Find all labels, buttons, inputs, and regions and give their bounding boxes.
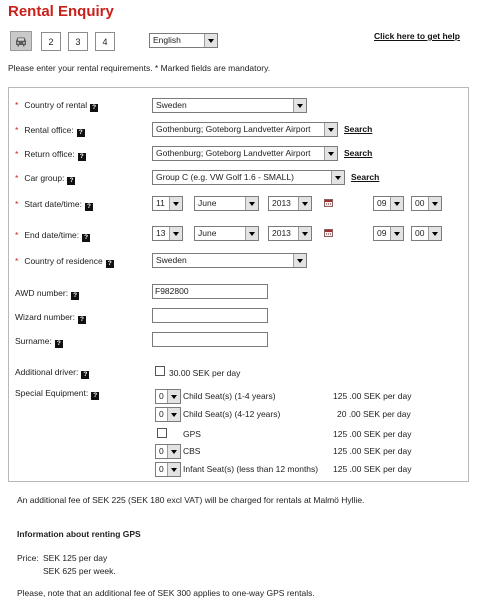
help-icon[interactable]: ? (67, 177, 75, 185)
help-icon[interactable]: ? (78, 153, 86, 161)
child-seat-4-12-price: 20 .00 SEK per day (337, 409, 411, 419)
car-group-select[interactable]: Group C (e.g. VW Golf 1.6 - SMALL) (152, 170, 345, 185)
chevron-down-icon (390, 227, 403, 240)
help-link[interactable]: Click here to get help (374, 31, 460, 41)
gps-price-day: SEK 125 per day (43, 553, 108, 563)
additional-driver-price: 30.00 SEK per day (169, 368, 241, 378)
return-office-label: * Return office: ? (15, 149, 86, 161)
rental-office-label: * Rental office: ? (15, 125, 85, 137)
infant-seat-name: Infant Seat(s) (less than 12 months) (183, 464, 319, 474)
gps-price: 125 .00 SEK per day (333, 429, 412, 439)
language-select[interactable]: English (149, 33, 218, 48)
help-icon[interactable]: ? (78, 316, 86, 324)
chevron-down-icon (169, 227, 182, 240)
start-day-select[interactable]: 11 (152, 196, 183, 211)
chevron-down-icon (428, 197, 441, 210)
gps-name: GPS (183, 429, 201, 439)
step-2-button[interactable]: 2 (41, 32, 61, 51)
step-3-button[interactable]: 3 (68, 32, 88, 51)
chevron-down-icon (167, 463, 180, 476)
start-month-select[interactable]: June (194, 196, 259, 211)
special-equipment-label: Special Equipment: ? (15, 388, 99, 400)
wizard-number-input[interactable] (152, 308, 268, 323)
intro-text: Please enter your rental requirements. * Marked fields are mandatory. (8, 63, 271, 73)
car-group-search-link[interactable]: Search (351, 172, 380, 182)
calendar-icon[interactable] (324, 229, 333, 237)
help-icon[interactable]: ? (82, 234, 90, 242)
country-of-rental-label: * Country of rental ? (15, 100, 98, 112)
chevron-down-icon (204, 34, 217, 47)
country-of-residence-select[interactable]: Sweden (152, 253, 307, 268)
help-icon[interactable]: ? (71, 292, 79, 300)
help-icon[interactable]: ? (106, 260, 114, 268)
step-1-car-button[interactable] (10, 31, 32, 51)
chevron-down-icon (245, 197, 258, 210)
start-hour-select[interactable]: 09 (373, 196, 404, 211)
cbs-qty-select[interactable]: 0 (155, 444, 181, 459)
chevron-down-icon (167, 445, 180, 458)
wizard-number-label: Wizard number: ? (15, 312, 86, 324)
car-icon (14, 36, 28, 47)
chevron-down-icon (167, 408, 180, 421)
help-icon[interactable]: ? (55, 340, 63, 348)
country-of-residence-label: * Country of residence ? (15, 256, 114, 268)
return-office-search-link[interactable]: Search (344, 148, 373, 158)
help-icon[interactable]: ? (91, 392, 99, 400)
child-seat-1-4-name: Child Seat(s) (1-4 years) (183, 391, 276, 401)
child-seat-4-12-qty-select[interactable]: 0 (155, 407, 181, 422)
additional-driver-label: Additional driver: ? (15, 367, 89, 379)
end-datetime-label: * End date/time: ? (15, 230, 90, 242)
rental-office-search-link[interactable]: Search (344, 124, 373, 134)
return-office-select[interactable]: Gothenburg; Goteborg Landvetter Airport (152, 146, 338, 161)
awd-number-label: AWD number: ? (15, 288, 79, 300)
chevron-down-icon (245, 227, 258, 240)
end-year-select[interactable]: 2013 (268, 226, 312, 241)
chevron-down-icon (293, 99, 306, 112)
surname-input[interactable] (152, 332, 268, 347)
chevron-down-icon (293, 254, 306, 267)
child-seat-1-4-price: 125 .00 SEK per day (333, 391, 412, 401)
calendar-icon[interactable] (324, 199, 333, 207)
start-datetime-label: * Start date/time: ? (15, 199, 93, 211)
help-icon[interactable]: ? (85, 203, 93, 211)
additional-driver-checkbox[interactable] (155, 366, 165, 376)
gps-checkbox[interactable] (157, 428, 167, 438)
end-minute-select[interactable]: 00 (411, 226, 442, 241)
child-seat-1-4-qty-select[interactable]: 0 (155, 389, 181, 404)
child-seat-4-12-name: Child Seat(s) (4-12 years) (183, 409, 281, 419)
chevron-down-icon (390, 197, 403, 210)
chevron-down-icon (298, 197, 311, 210)
cbs-price: 125 .00 SEK per day (333, 446, 412, 456)
step-4-button[interactable]: 4 (95, 32, 115, 51)
infant-seat-qty-select[interactable]: 0 (155, 462, 181, 477)
fee-note: An additional fee of SEK 225 (SEK 180 excl VAT) will be charged for rentals at Malmö Hyllie. (17, 495, 365, 505)
chevron-down-icon (428, 227, 441, 240)
gps-info-heading: Information about renting GPS (17, 529, 141, 539)
end-month-select[interactable]: June (194, 226, 259, 241)
chevron-down-icon (331, 171, 344, 184)
rental-office-select[interactable]: Gothenburg; Goteborg Landvetter Airport (152, 122, 338, 137)
gps-price-week: SEK 625 per week. (43, 566, 116, 576)
car-group-label: * Car group: ? (15, 173, 75, 185)
help-icon[interactable]: ? (81, 371, 89, 379)
surname-label: Surname: ? (15, 336, 63, 348)
chevron-down-icon (167, 390, 180, 403)
chevron-down-icon (169, 197, 182, 210)
help-icon[interactable]: ? (77, 129, 85, 137)
end-hour-select[interactable]: 09 (373, 226, 404, 241)
gps-one-way-note: Please, note that an additional fee of SEK 300 applies to one-way GPS rentals. (17, 588, 315, 598)
country-of-rental-select[interactable]: Sweden (152, 98, 307, 113)
chevron-down-icon (324, 123, 337, 136)
help-icon[interactable]: ? (90, 104, 98, 112)
awd-number-input[interactable]: F982800 (152, 284, 268, 299)
chevron-down-icon (324, 147, 337, 160)
cbs-name: CBS (183, 446, 201, 456)
infant-seat-price: 125 .00 SEK per day (333, 464, 412, 474)
start-minute-select[interactable]: 00 (411, 196, 442, 211)
chevron-down-icon (298, 227, 311, 240)
gps-price-label: Price: (17, 553, 39, 563)
page-title: Rental Enquiry (8, 3, 114, 20)
start-year-select[interactable]: 2013 (268, 196, 312, 211)
end-day-select[interactable]: 13 (152, 226, 183, 241)
